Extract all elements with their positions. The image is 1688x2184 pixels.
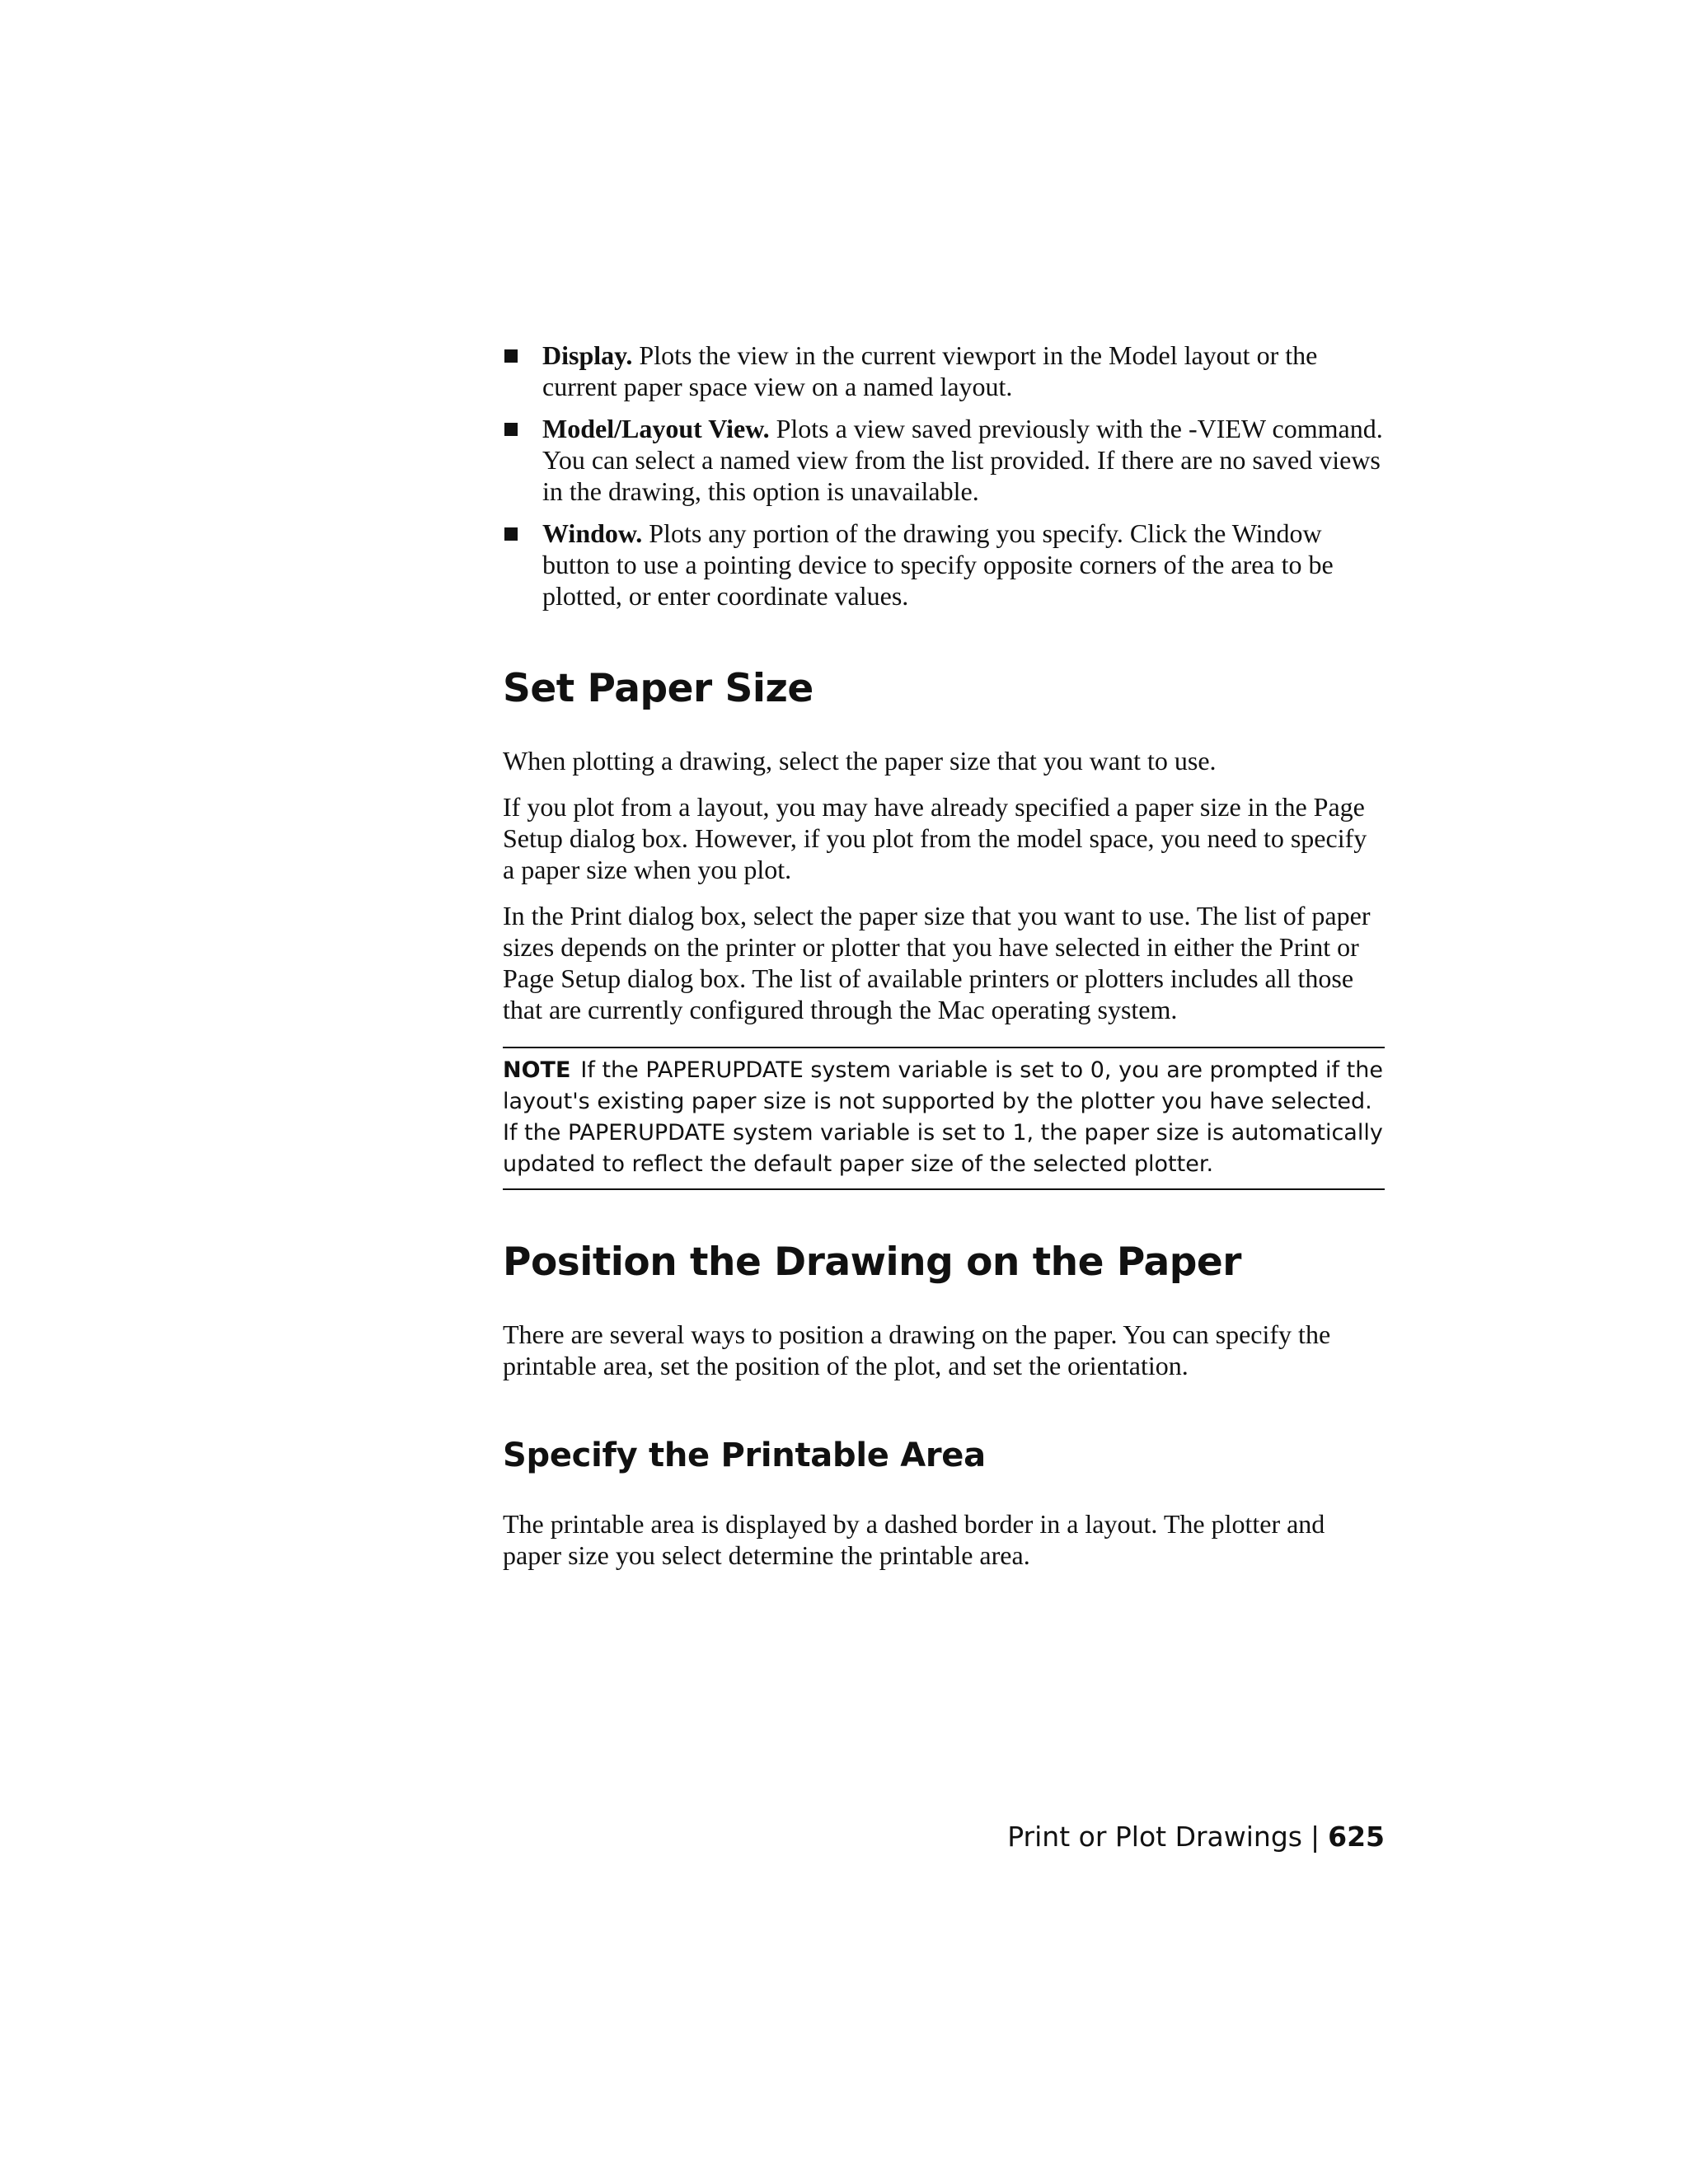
bullet-text: Plots a view saved previously with the -VIEW command. You can select a named view from the list provided. If there are no saved views in the drawing, this option is unavailable.	[542, 414, 1383, 506]
page-content	[503, 340, 1385, 1571]
bullet-text: Plots the view in the current viewport in the Model layout or the current paper space view on a named layout.	[542, 340, 1318, 401]
paragraph: The printable area is displayed by a dashed border in a layout. The plotter and paper size you select determine the printable area.	[503, 1509, 1325, 1570]
bullet-term: Model/Layout View.	[542, 414, 770, 443]
note-text: If the PAPERUPDATE system variable is set to 0, you are prompted if the layout's existing paper size is not supported by the plotter you have selected. If the PAPERUPDATE system variable is set to 1, the paper size is automatically updated to reflect the default paper size of the selected plotter.	[503, 1057, 1383, 1177]
page-number: 625	[1328, 1821, 1385, 1853]
view-options-list	[503, 340, 1385, 612]
list-item-model-layout-view	[503, 413, 1385, 507]
heading-set-paper-size: Set Paper Size	[503, 666, 814, 711]
note-label: NOTE	[503, 1057, 571, 1083]
bullet-term: Window.	[542, 518, 643, 548]
square-bullet-icon	[504, 527, 518, 541]
bullet-text: Plots any portion of the drawing you specify. Click the Window button to use a pointing device to specify opposite corners of the area to be plotted, or enter coordinate values.	[542, 518, 1334, 611]
footer-separator: |	[1310, 1821, 1320, 1853]
square-bullet-icon	[504, 349, 518, 363]
page-footer	[948, 1819, 1385, 1855]
note-box	[503, 1047, 1385, 1190]
paragraph: When plotting a drawing, select the paper size that you want to use.	[503, 746, 1217, 776]
square-bullet-icon	[504, 423, 518, 436]
paragraph: There are several ways to position a drawing on the paper. You can specify the printable area, set the position of the plot, and set the orientation.	[503, 1319, 1331, 1380]
footer-title: Print or Plot Drawings	[1007, 1821, 1302, 1853]
list-item-window	[503, 518, 1385, 612]
list-item-display	[503, 340, 1385, 402]
paragraph: If you plot from a layout, you may have already specified a paper size in the Page Setup dialog box. However, if you plot from the model space, you need to specify a paper size when you plot.	[503, 792, 1367, 884]
bullet-term: Display.	[542, 340, 633, 370]
heading-position-drawing: Position the Drawing on the Paper	[503, 1240, 1241, 1285]
paragraph: In the Print dialog box, select the paper size that you want to use. The list of paper sizes depends on the printer or plotter that you have selected in either the Print or Page Setup dialog box. The list of available printers or plotters includes all those that are currently configured through the Mac operating system.	[503, 901, 1371, 1024]
heading-specify-printable-area: Specify the Printable Area	[503, 1436, 986, 1474]
